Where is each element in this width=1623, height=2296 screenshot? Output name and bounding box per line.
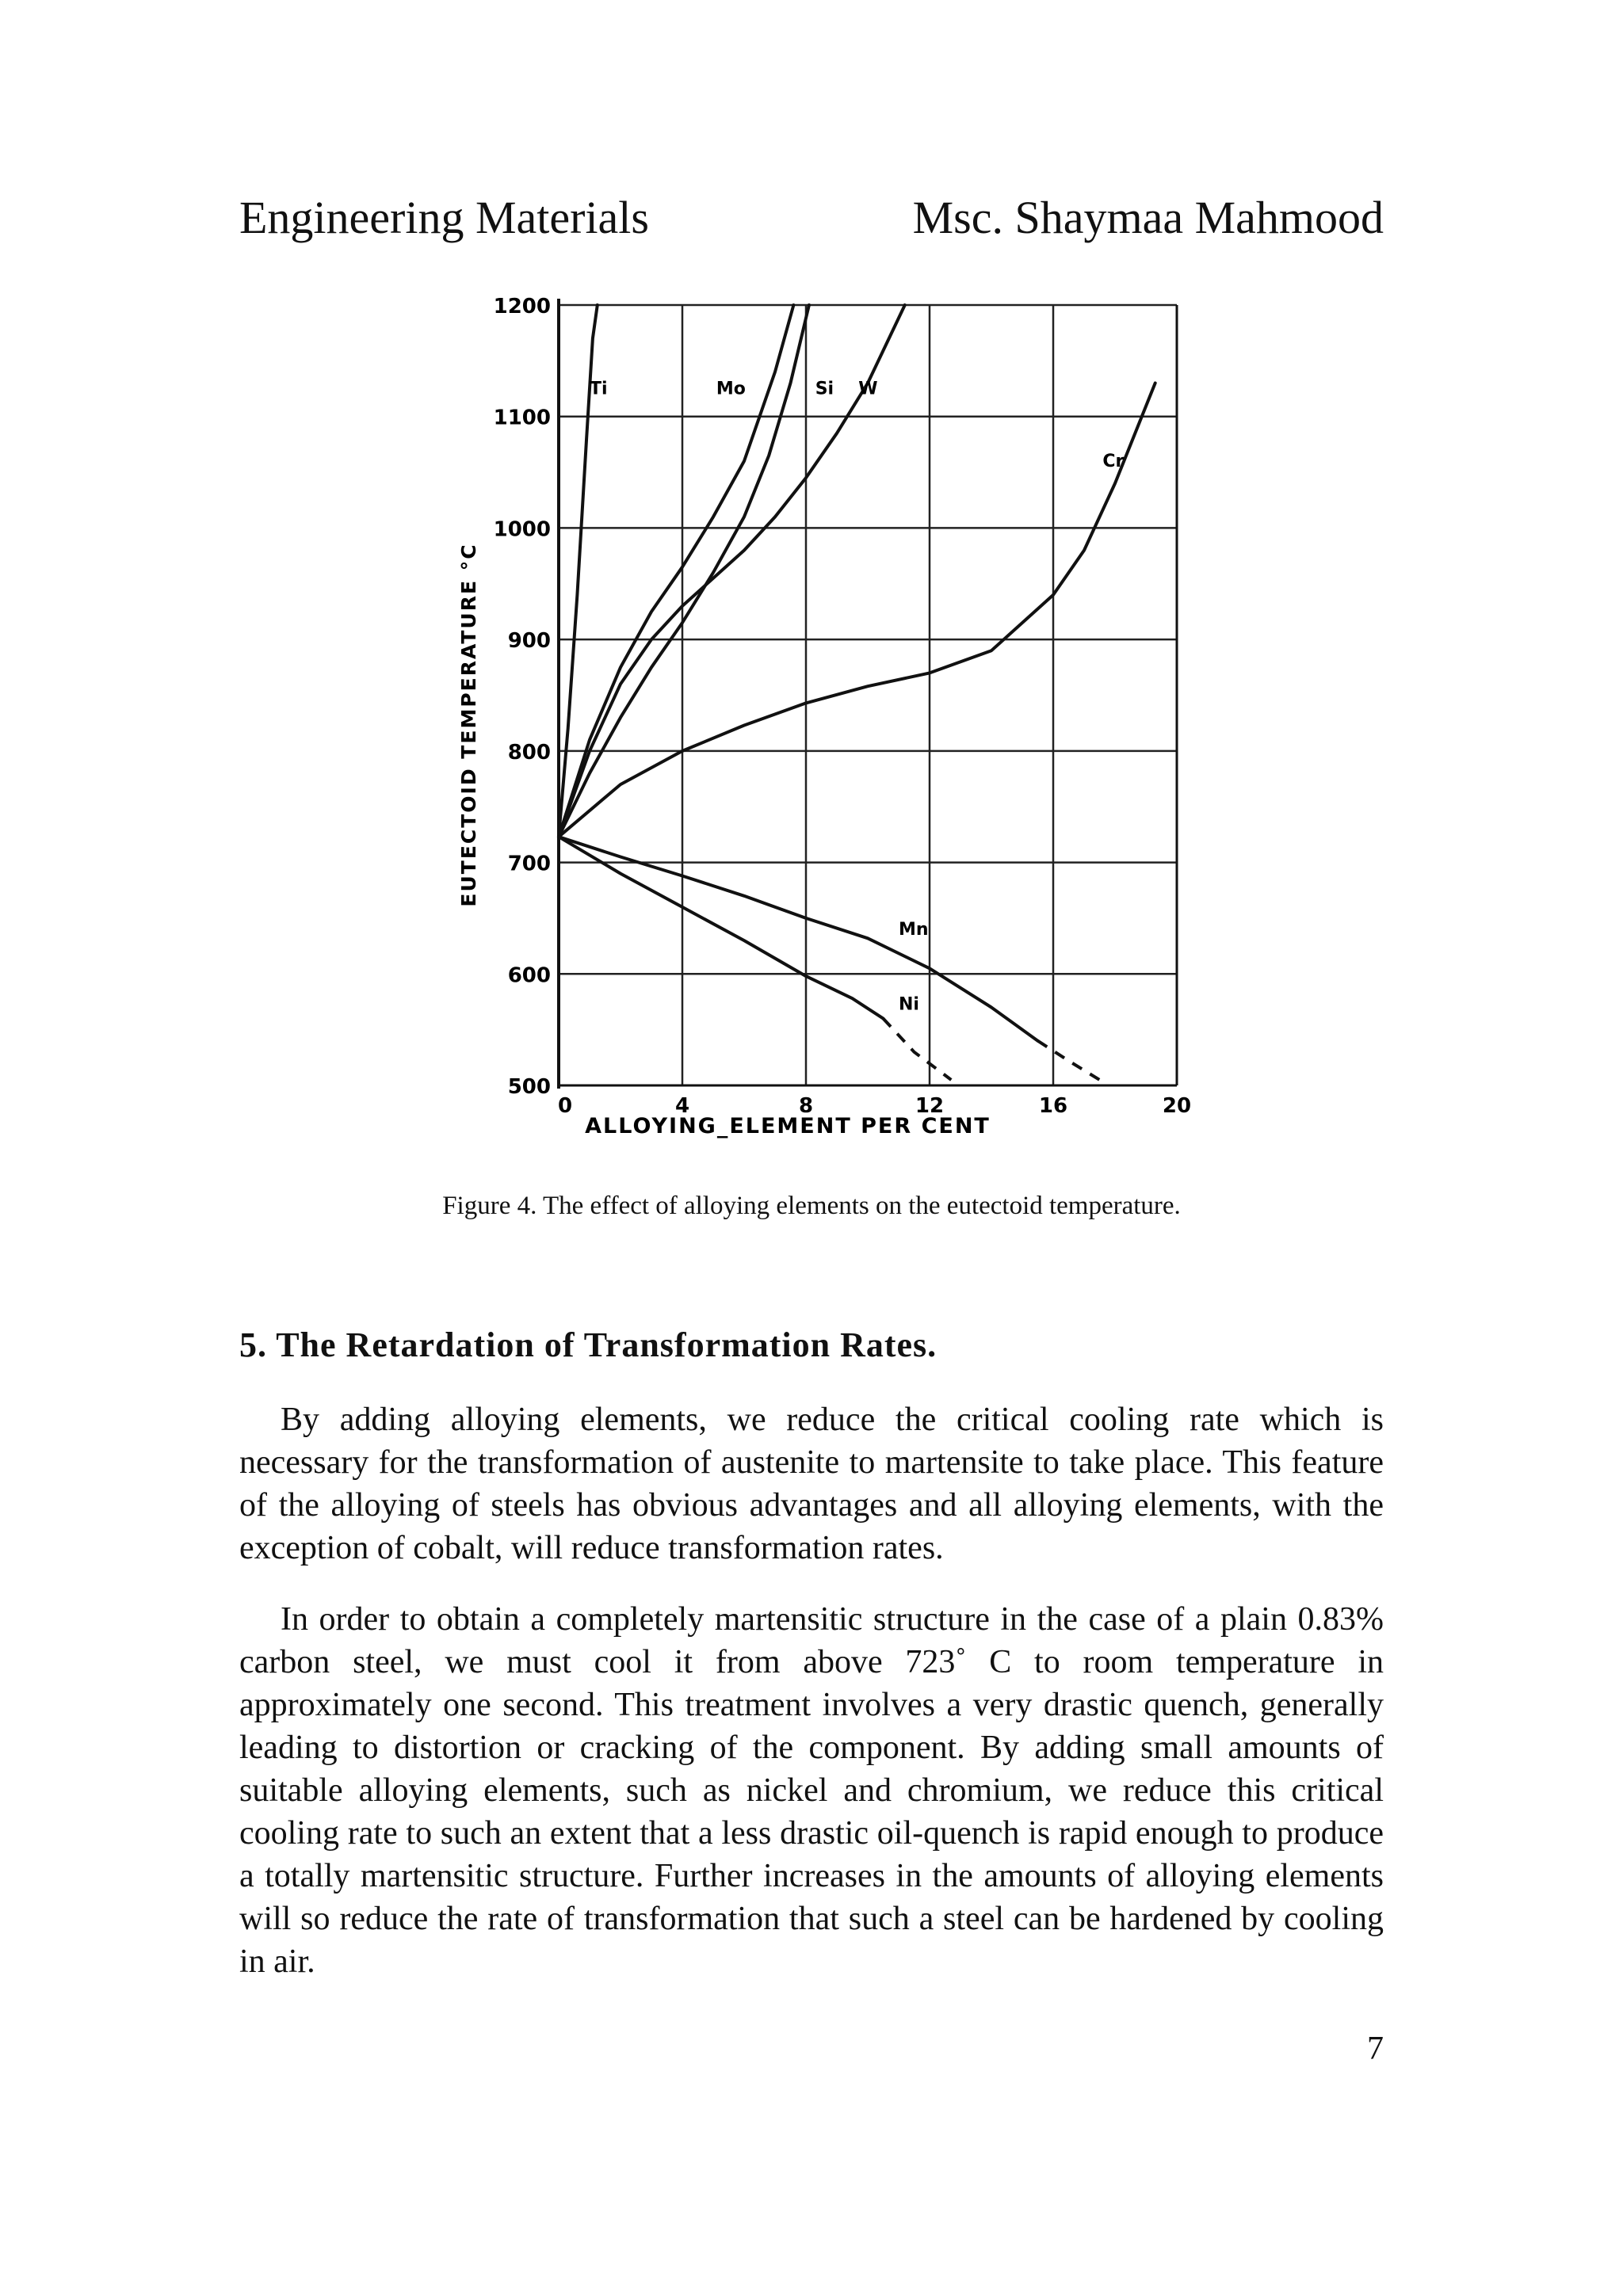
series-label-cr: Cr (1102, 452, 1125, 472)
header-author: Msc. Shaymaa Mahmood (912, 192, 1384, 243)
series-label-si: Si (815, 379, 834, 399)
y-tick-label: 1100 (493, 406, 551, 430)
series-dashed-ni (884, 1019, 952, 1080)
y-tick-label: 900 (507, 629, 551, 654)
y-tick-label: 500 (507, 1075, 551, 1099)
x-axis-label: ALLOYING_ELEMENT PER CENT (585, 1114, 991, 1138)
y-tick-label: 1000 (493, 517, 551, 542)
chart-grid (559, 305, 1177, 1085)
x-tick-label: 16 (1038, 1094, 1068, 1118)
y-tick-label: 1200 (493, 295, 551, 318)
series-label-ti: Ti (590, 379, 608, 399)
x-tick-label: 20 (1162, 1094, 1192, 1118)
y-tick-label: 700 (507, 852, 551, 876)
series-line-mn (559, 837, 1038, 1041)
chart-series-labels (590, 379, 1125, 1015)
y-tick-label: 600 (507, 963, 551, 988)
figure-caption: Figure 4. The effect of alloying elements on the eutectoid temperature. (442, 1192, 1181, 1220)
chart-series (559, 305, 1155, 1080)
y-tick-label: 800 (507, 740, 551, 765)
series-dashed-mn (1038, 1041, 1100, 1080)
series-line-cr (559, 383, 1155, 837)
header-title: Engineering Materials (239, 192, 649, 243)
series-label-w: W (858, 379, 878, 399)
series-label-mo: Mo (716, 379, 746, 399)
paragraph-2: In order to obtain a completely martensitic structure in the case of a plain 0.83% carbon steel, we must cool it from above 723˚ C to room temperature in approximately one second. This treatment involves a very drastic quench, generally leading to distortion or cracking of the component. By adding small amounts of suitable alloying elements, such as nickel and chromium, we reduce this critical cooling rate to such an extent that a less drastic oil-quench is rapid enough to produce a totally martensitic structure. Further increases in the amounts of alloying elements will so reduce the rate of transformation that such a steel can be hardened by cooling in air. (239, 1601, 1384, 1980)
x-tick-label: 12 (915, 1094, 945, 1118)
section-heading: 5. The Retardation of Transformation Rates. (239, 1325, 938, 1364)
paragraph-1: By adding alloying elements, we reduce the critical cooling rate which is necessary for the transformation of austenite to martensite to take place. This feature of the alloying of steels has obvious advantages and all alloying elements, with the exception of cobalt, will reduce transformation rates. (239, 1402, 1384, 1566)
x-tick-label: 0 (557, 1094, 573, 1118)
x-tick-label: 8 (798, 1094, 814, 1118)
eutectoid-temperature-chart (412, 281, 1205, 1153)
x-tick-label: 4 (674, 1094, 690, 1118)
series-label-ni: Ni (899, 994, 919, 1015)
y-axis-label: EUTECTOID TEMPERATURE °C (457, 543, 480, 907)
page-number: 7 (1367, 2031, 1384, 2067)
series-label-mn: Mn (899, 920, 929, 940)
